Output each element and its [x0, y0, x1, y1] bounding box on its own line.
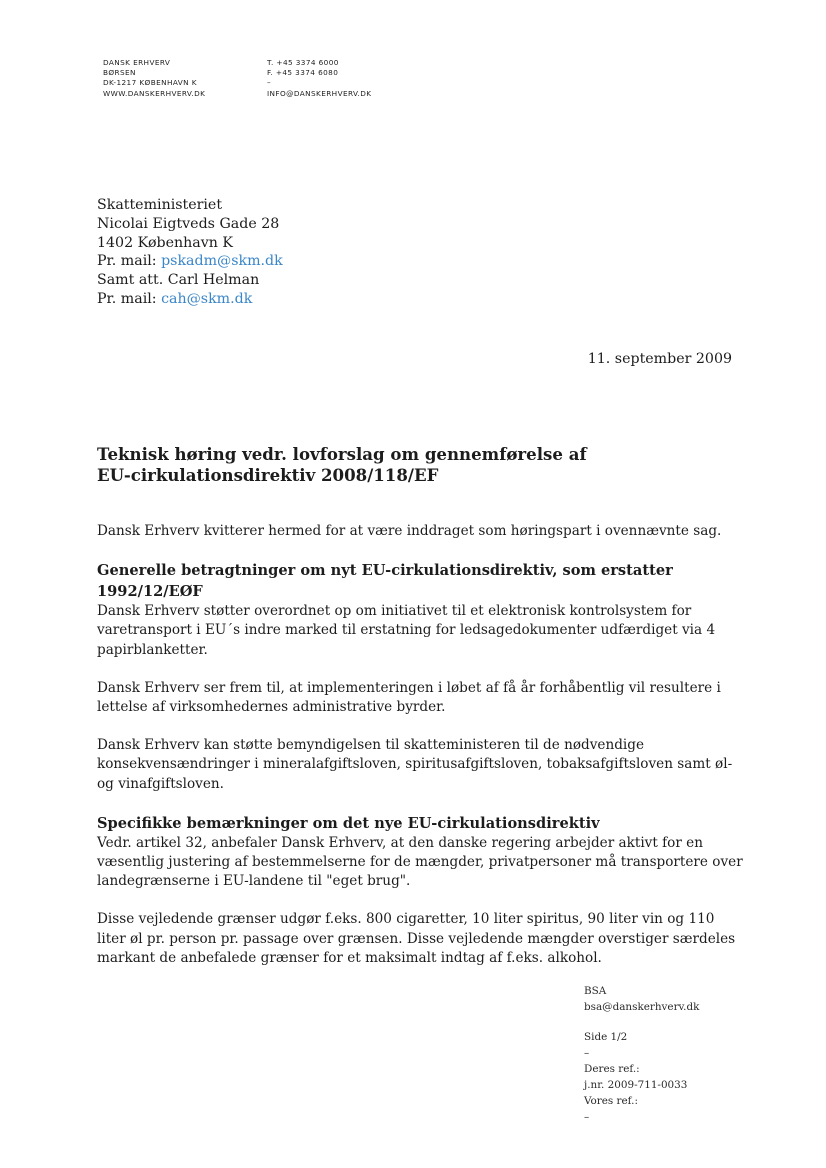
- our-reference-label: Vores ref.:: [584, 1095, 638, 1107]
- letterhead-city: DK-1217 KØBENHAVN K: [103, 78, 197, 88]
- sidebar-dash: –: [584, 1047, 590, 1059]
- attention-email-link[interactable]: cah@skm.dk: [161, 290, 253, 307]
- mail-label: Pr. mail:: [97, 290, 162, 307]
- attention-mail-line: [97, 290, 283, 309]
- letter-title: Teknisk høring vedr. lovforslag om gennemførelse af EU-cirkulationsdirektiv 2008/118/EF: [97, 444, 587, 485]
- letterhead-dash: –: [267, 78, 272, 88]
- paragraph-implementation: Dansk Erhverv ser frem til, at implementeringen i løbet af få år forhåbentlig vil resultere i lettelse af virksomhedernes administrative byrder.: [97, 679, 721, 716]
- letterhead-fax: F. +45 3374 6080: [267, 68, 339, 78]
- letter-date: 11. september 2009: [587, 351, 732, 367]
- sender-initials: BSA: [584, 985, 607, 997]
- recipient-city: 1402 København K: [97, 234, 233, 251]
- section-heading-specific: Specifikke bemærkninger om det nye EU-cirkulationsdirektiv: [97, 814, 600, 832]
- letterhead-company: DANSK ERHVERV: [103, 58, 171, 67]
- recipient-street: Nicolai Eigtveds Gade 28: [97, 215, 280, 232]
- mail-label: Pr. mail:: [97, 253, 162, 270]
- letterhead-building: BØRSEN: [103, 68, 136, 78]
- intro-paragraph: Dansk Erhverv kvitterer hermed for at være inddraget som høringspart i ovennævnte sag.: [97, 523, 722, 539]
- paragraph-article-32: Vedr. artikel 32, anbefaler Dansk Erhverv, at den danske regering arbejder aktivt for en væsentlig justering af bestemmelserne for de mængder, privatpersoner må transportere over landegrænserne i EU-landene til "eget brug".: [97, 834, 743, 890]
- letterhead-phone: T. +45 3374 6000: [267, 58, 339, 67]
- sidebar-dash: –: [584, 1111, 590, 1123]
- reference-sidebar: [584, 983, 699, 1125]
- letter-body: [97, 522, 747, 968]
- page-number: Side 1/2: [584, 1031, 628, 1043]
- letterhead-contact: [267, 58, 371, 99]
- sender-email: bsa@danskerhverv.dk: [584, 1001, 700, 1013]
- recipient-org: Skatteministeriet: [97, 197, 223, 213]
- paragraph-limits: Disse vejledende grænser udgør f.eks. 800 cigaretter, 10 liter spiritus, 90 liter vin og 110 liter øl pr. person pr. passage over grænsen. Disse vejledende mængder overstiger særdeles markant de anbefalede grænser for et maksimalt indtag af f.eks. alkohol.: [97, 911, 736, 966]
- paragraph-support: Dansk Erhverv støtter overordnet op om initiativet til et elektronisk kontrolsystem for varetransport i EU´s indre marked til erstatning for ledsagedokumenter udfærdiget via 4 papirblanketter.: [97, 603, 716, 658]
- recipient-address: [97, 196, 283, 309]
- recipient-email-link[interactable]: pskadm@skm.dk: [161, 253, 283, 270]
- letterhead-address: [103, 58, 205, 99]
- letterhead-website: WWW.DANSKERHVERV.DK: [103, 88, 206, 98]
- recipient-mail-line: [97, 252, 283, 271]
- their-reference-label: Deres ref.:: [584, 1063, 640, 1075]
- section-heading-general: Generelle betragtninger om nyt EU-cirkulationsdirektiv, som erstatter 1992/12/EØF: [97, 562, 673, 601]
- recipient-attention: Samt att. Carl Helman: [97, 272, 260, 289]
- paragraph-authorization: Dansk Erhverv kan støtte bemyndigelsen til skatteministeren til de nødvendige konsekvensændringer i mineralafgiftsloven, spiritusafgiftsloven, tobaksafgiftsloven samt øl- og vinafgiftsloven.: [97, 737, 733, 792]
- journal-number: j.nr. 2009-711-0033: [584, 1079, 688, 1091]
- letterhead-email: INFO@DANSKERHVERV.DK: [267, 88, 372, 98]
